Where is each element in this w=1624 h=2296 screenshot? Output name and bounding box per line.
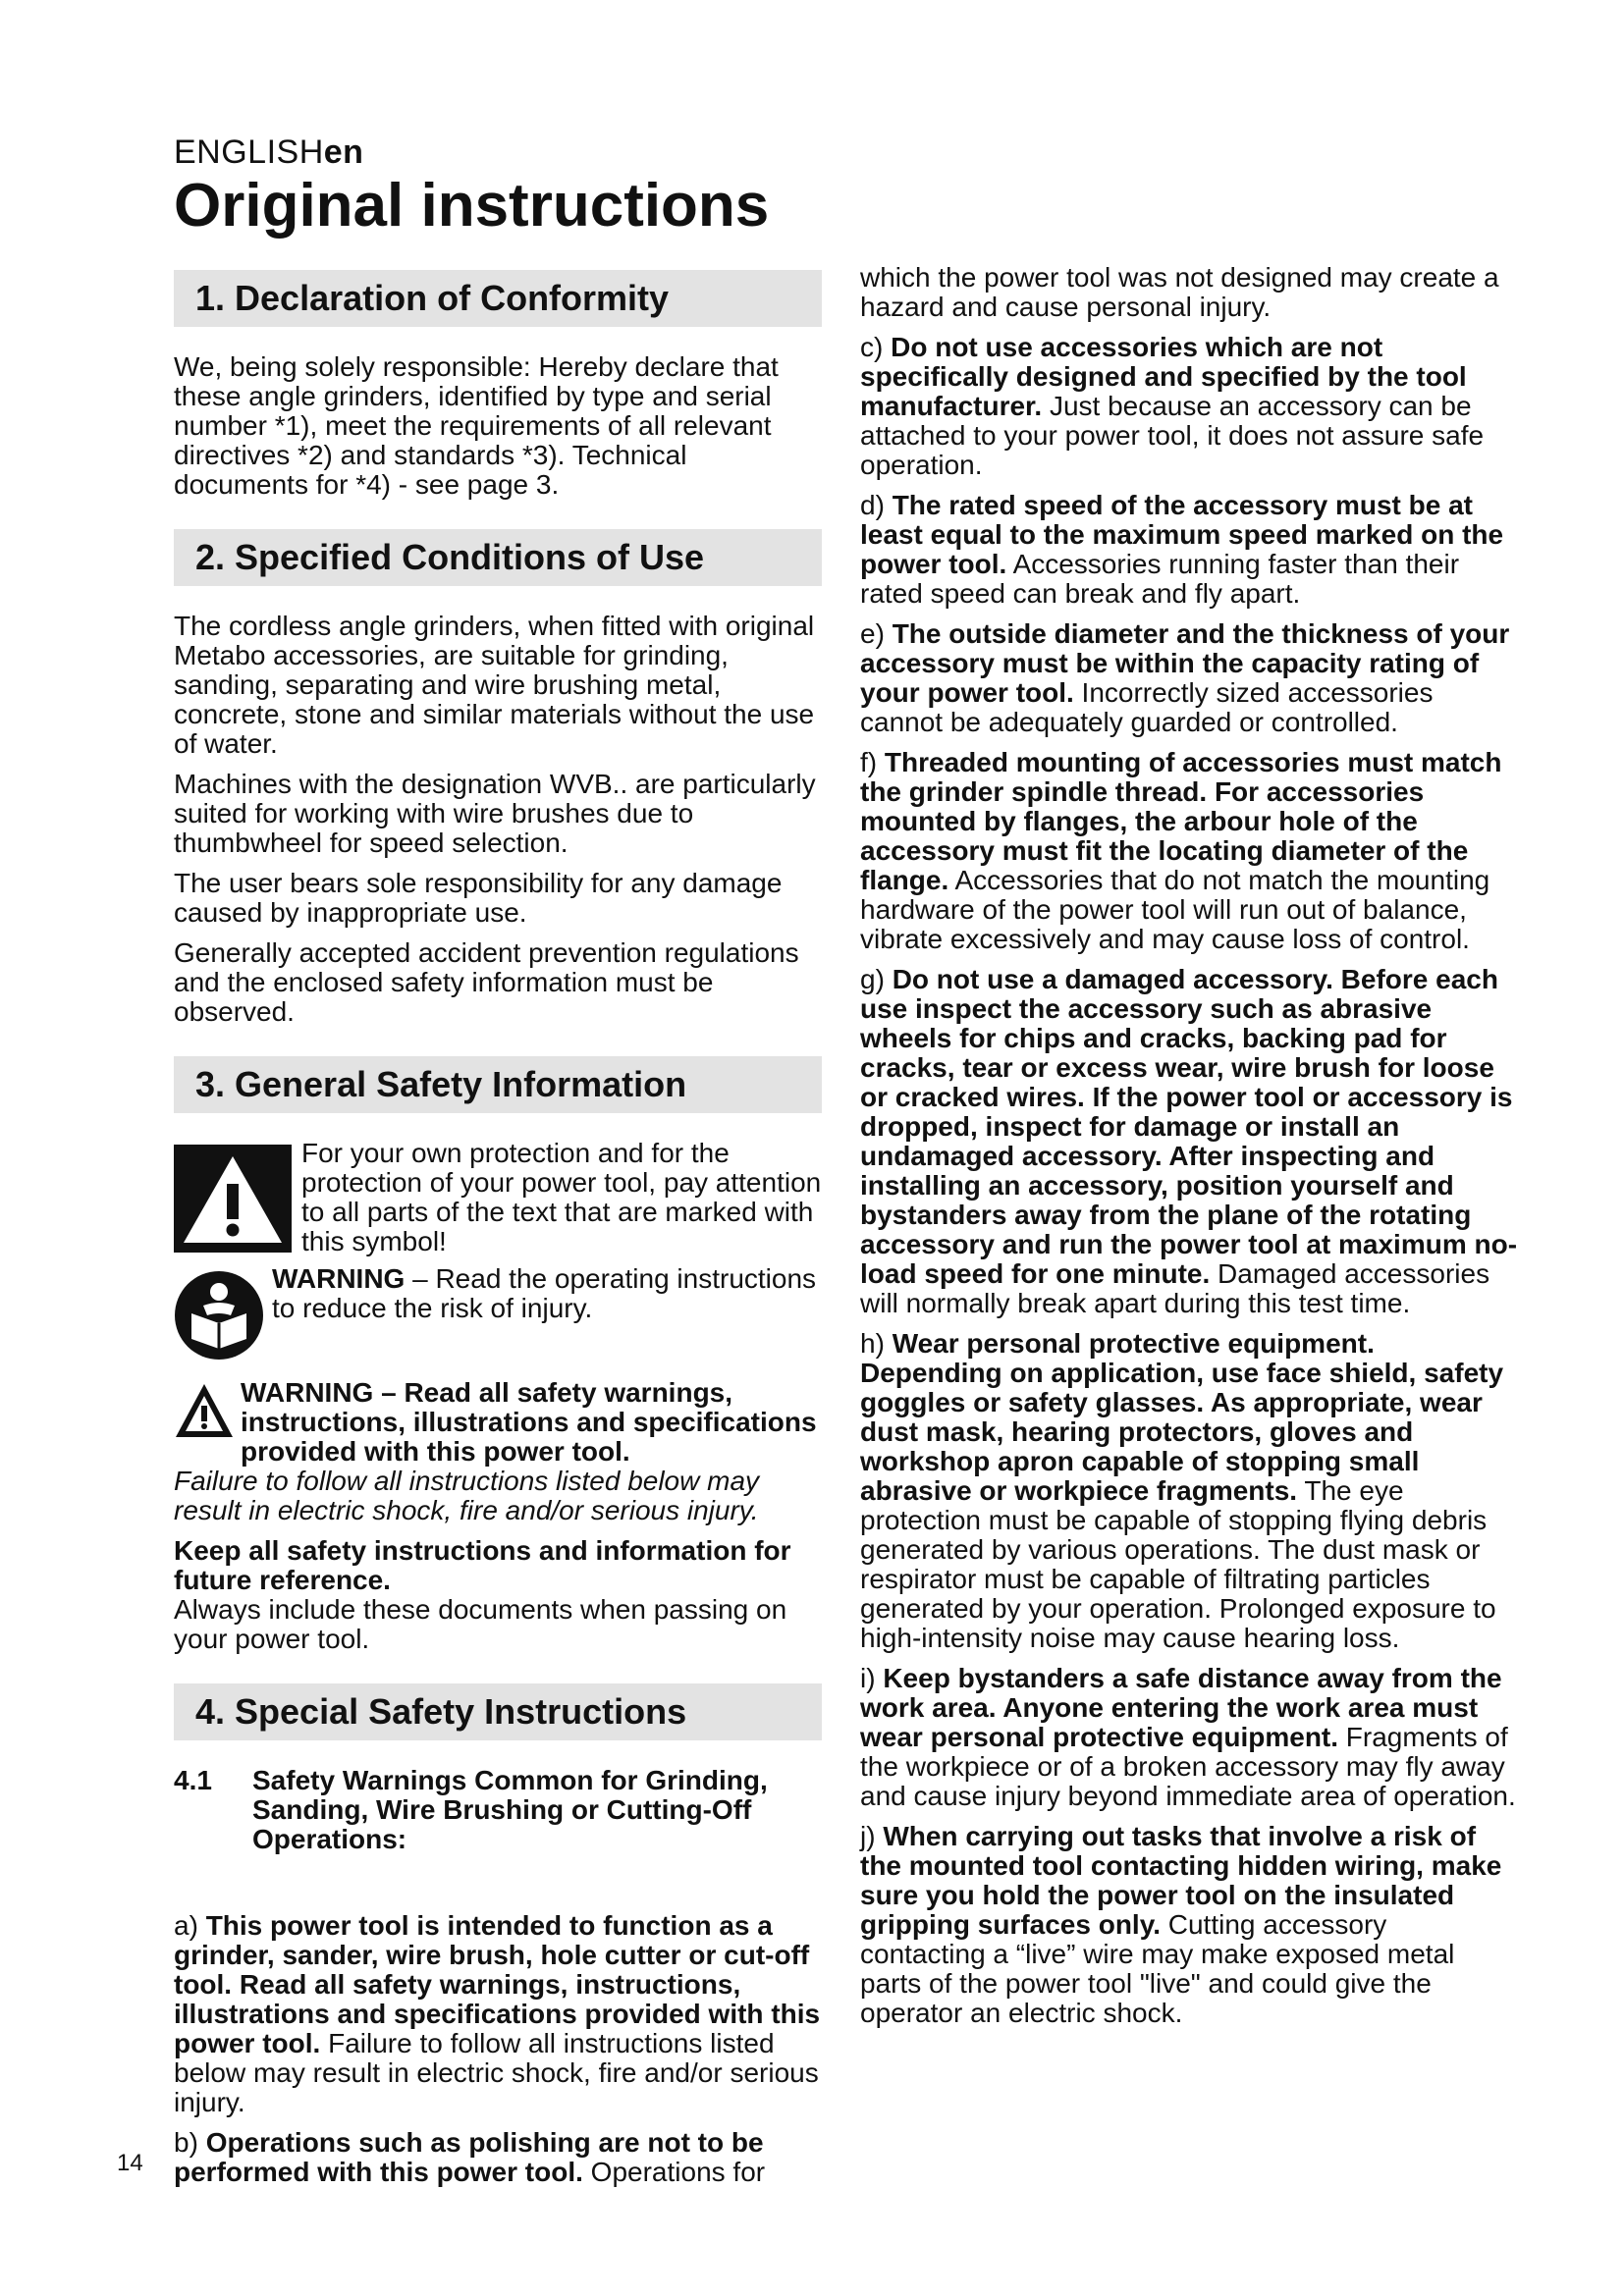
conditions-paragraph-1: The cordless angle grinders, when fitted with original Metabo accessories, are suitable for grinding, sanding, separating and wire brushing metal, concrete, stone and similar materials without the use of water. — [174, 611, 815, 759]
section-heading-declaration: 1. Declaration of Conformity — [174, 270, 822, 327]
keep-instructions-text: Always include these documents when passing on your power tool. — [174, 1594, 787, 1654]
read-warning-text: – Read the operating instructions to reduce the risk of injury. — [272, 1263, 817, 1323]
instruction-b: b) Operations such as polishing are not to be performed with this power tool. Operations for — [174, 2127, 766, 2187]
section-heading-general-safety: 3. General Safety Information — [174, 1056, 822, 1113]
conditions-paragraph-2: Machines with the designation WVB.. are particularly suited for working with wire brushes due to thumbwheel for speed selection. — [174, 769, 816, 858]
symbol-note — [174, 1139, 822, 1256]
left-column — [174, 270, 822, 2198]
instruction-g: g) Do not use a damaged accessory. Before each use inspect the accessory such as abrasive wheels for chips and cracks, backing pad for cracks, tear or excess wear, wire brush for loose or cracked wires. If the power tool or accessory is dropped, inspect for damage or install an undamaged accessory. After inspecting and installing an accessory, position yourself and bystanders away from the plane of the rotating accessory and run the power tool at maximum no-load speed for one minute. Damaged accessories will normally break apart during this test time. — [860, 964, 1518, 1318]
instruction-i: i) Keep bystanders a safe distance away from the work area. Anyone entering the work area must wear personal protective equipment. Fragments of the workpiece or of a broken accessory may fly away and cause injury beyond immediate area of operation. — [860, 1663, 1516, 1811]
language-header — [174, 133, 363, 172]
read-manual-icon — [174, 1270, 264, 1361]
warning-triangle-small-icon — [174, 1382, 235, 1439]
language-name: ENGLISH — [174, 133, 324, 171]
conditions-paragraph-4: Generally accepted accident prevention regulations and the enclosed safety information must be observed. — [174, 937, 799, 1027]
instruction-c: c) Do not use accessories which are not specifically designed and specified by the tool manufacturer. Just because an accessory can be attached to your power tool, it does not assure safe operation. — [860, 332, 1485, 480]
conditions-paragraph-3: The user bears sole responsibility for any damage caused by inappropriate use. — [174, 868, 783, 928]
subsection-number: 4.1 — [174, 1765, 212, 1795]
subsection-title: Safety Warnings Common for Grinding, Sanding, Wire Brushing or Cutting-Off Operations: — [252, 1765, 768, 1854]
instruction-h: h) Wear personal protective equipment. Depending on application, use face shield, safety goggles or safety glasses. As appropriate, wear dust mask, hearing protectors, gloves and workshop apron capable of stopping small abrasive or workpiece fragments. The eye protection must be capable of stopping flying debris generated by various operations. The dust mask or respirator must be capable of filtrating particles generated by your operation. Prolonged exposure to high-intensity noise may cause hearing loss. — [860, 1328, 1504, 1653]
instruction-j: j) When carrying out tasks that involve a risk of the mounted tool contacting hidden wiring, make sure you hold the power tool on the insulated gripping surfaces only. Cutting accessory contacting a “live” wire may make exposed metal parts of the power tool "live" and could give the operator an electric shock. — [860, 1821, 1502, 2028]
right-column — [860, 263, 1518, 2039]
instruction-d: d) The rated speed of the accessory must be at least equal to the maximum speed marked on the power tool. Accessories running faster than their rated speed can break and fly apart. — [860, 490, 1504, 609]
section-heading-special-safety: 4. Special Safety Instructions — [174, 1683, 822, 1740]
read-instructions-note — [174, 1264, 822, 1361]
instruction-b-continued: which the power tool was not designed may create a hazard and cause personal injury. — [860, 262, 1499, 322]
section-heading-conditions: 2. Specified Conditions of Use — [174, 529, 822, 586]
instruction-f: f) Threaded mounting of accessories must match the grinder spindle thread. For accessories mounted by flanges, the arbour hole of the accessory must fit the locating diameter of the flange. Accessories that do not match the mounting hardware of the power tool will run out of balance, vibrate excessively and may cause loss of control. — [860, 747, 1502, 954]
subsection-heading — [174, 1766, 822, 1854]
warning-triangle-icon — [174, 1145, 292, 1253]
instruction-e: e) The outside diameter and the thickness of your accessory must be within the capacity rating of your power tool. Incorrectly sized accessories cannot be adequately guarded or controlled. — [860, 618, 1510, 737]
page-number: 14 — [117, 2150, 143, 2176]
language-code: en — [323, 133, 364, 171]
keep-instructions-bold: Keep all safety instructions and information for future reference. — [174, 1535, 791, 1595]
read-warning-label: WARNING — [272, 1263, 406, 1294]
instruction-a: a) This power tool is intended to function as a grinder, sander, wire brush, hole cutter or cut-off tool. Read all safety warnings, instructions, illustrations and specifications provided with this power tool. Failure to follow all instructions listed below may result in electric shock, fire and/or serious injury. — [174, 1910, 821, 2117]
symbol-note-text: For your own protection and for the protection of your power tool, pay attention to all parts of the text that are marked with this symbol! — [301, 1138, 822, 1256]
safety-warning-block — [174, 1378, 822, 1467]
safety-warning-bold: WARNING – Read all safety warnings, instructions, illustrations and specifications provided with this power tool. — [241, 1377, 817, 1467]
page-title: Original instructions — [174, 172, 770, 240]
safety-warning-italic: Failure to follow all instructions listed below may result in electric shock, fire and/or serious injury. — [174, 1466, 760, 1525]
declaration-text: We, being solely responsible: Hereby declare that these angle grinders, identified by type and serial number *1), meet the requirements of all relevant directives *2) and standards *3). Technical documents for *4) - see page 3. — [174, 351, 779, 500]
